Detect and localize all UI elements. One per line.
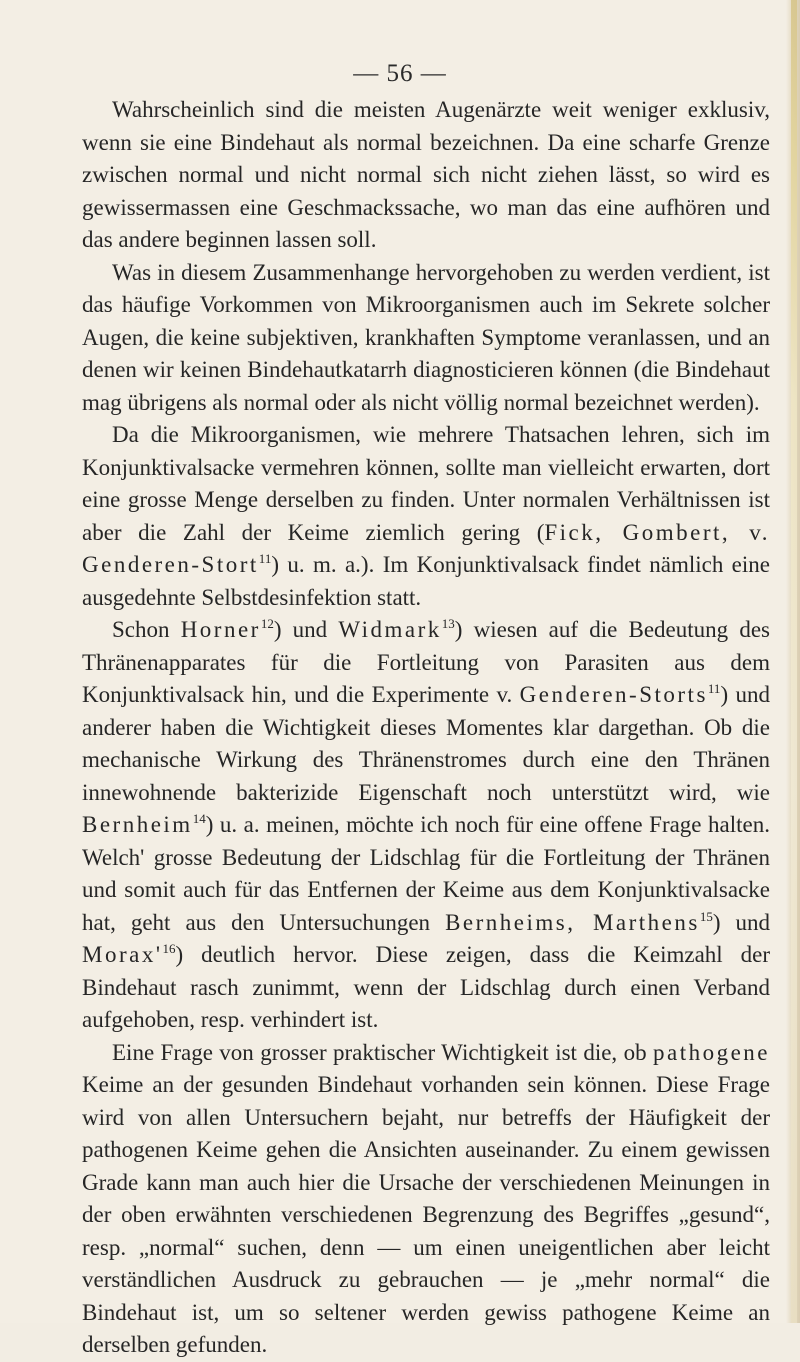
paragraph-2 (82, 257, 770, 420)
text-run: Eine Frage von grosser praktischer Wichtigkeit ist die, ob (112, 1039, 653, 1065)
author-name: Horner (180, 617, 261, 642)
paragraph-4 (82, 614, 770, 1037)
paragraph-1 (82, 94, 770, 257)
author-name: Widmark (338, 617, 442, 642)
footnote-ref: 13 (441, 616, 455, 631)
body-text (82, 94, 770, 1362)
footnote-ref: 11 (707, 681, 721, 696)
paragraph-3 (82, 419, 770, 614)
footnote-ref: 16 (162, 941, 176, 956)
text-run: ) deutlich hervor. Diese zeigen, dass die Keimzahl der Bindehaut rasch zunimmt, wenn der Lidschlag durch einen Verband aufgehoben, resp. verhindert ist. (82, 942, 770, 1032)
footnote-ref: 15 (699, 908, 713, 924)
page-edge-strip (791, 0, 797, 1323)
text-run: Keime an der gesunden Bindehaut vorhanden sein können. Diese Frage wird von allen Untersuchern bejaht, nur betreffs der Häufigkeit der pathogenen Keime gehen die Ansichten auseinander. Zu einem gewissen Grade kann man auch hier die Ursache der verschiedenen Meinungen in der oben erwähnten verschiedenen Begrenzung des Begriffes „gesund“, resp. „normal“ suchen, denn — um einen uneigentlichen aber leicht verständlichen Ausdruck zu gebrauchen — je „mehr normal“ die Bindehaut ist, um so seltener werden gewiss pathogene Keime an derselben gefunden. (82, 1072, 770, 1357)
footnote-ref: 11 (258, 551, 272, 566)
text-run: ) u. m. a.). Im Konjunktivalsack findet nämlich eine ausgedehnte Selbstdesinfektion statt. (82, 552, 770, 610)
author-name: Bernheim (82, 812, 193, 837)
text-run: Da die Mikroorganismen, wie mehrere Thatsachen lehren, sich im Konjunktivalsacke vermehren können, sollte man vielleicht erwarten, dort eine grosse Menge derselben zu finden. Unter normalen Verhältnissen ist aber die Zahl der Keime ziemlich gering ( (82, 422, 770, 545)
author-name: Morax' (82, 942, 163, 967)
text-run: Schon (112, 617, 181, 642)
text-run: Was in diesem Zusammenhange hervorgehoben zu werden verdient, ist das häufige Vorkommen von Mikroorganismen auch im Sekrete solcher Augen, die keine subjektiven, krankhaften Symptome veranlassen, und an denen wir keinen Bindehautkatarrh diagnosticieren können (die Bindehaut mag übrigens als normal oder als nicht völlig normal bezeichnet werden). (82, 259, 770, 415)
text-run: ) wiesen auf die Bedeutung des Thränenapparates für die Fortleitung von Parasiten aus dem Konjunktivalsack hin, und die Experimente v. (82, 617, 770, 707)
text-run: Wahrscheinlich sind die meisten Augenärzte weit weniger exklusiv, wenn sie eine Bindehaut als normal bezeichnen. Da eine scharfe Grenze zwischen normal und nicht normal sich nicht ziehen lässt, so wird es gewissermassen eine Geschmackssache, wo man das eine aufhören und das andere beginnen lassen soll. (82, 97, 770, 252)
author-name: pathogene (652, 1039, 770, 1065)
page-number: — 56 — (353, 60, 447, 87)
paragraph-5 (82, 1037, 770, 1362)
author-name: Bernheims, Marthens (445, 909, 700, 935)
author-name: Genderen-Storts (519, 682, 708, 707)
text-run: ) und anderer haben die Wichtigkeit dieses Momentes klar dargethan. Ob die mechanische Wirkung des Thränenstromes durch eine den Thränen innewohnende bakterizide Eigenschaft noch unterstützt wird, wie (82, 682, 770, 805)
footnote-ref: 12 (260, 616, 274, 631)
text-run: ) und (712, 909, 770, 935)
text-run: ) u. a. meinen, möchte ich noch für eine offene Frage halten. Welch' grosse Bedeutung der Lidschlag für die Fortleitung der Thränen und somit auch für das Entfernen der Keime aus dem Konjunktivalsacke hat, geht aus den Untersuchungen (82, 812, 770, 935)
author-name: Fick, Gombert, v. Genderen-Stort (82, 519, 770, 577)
footnote-ref: 14 (192, 811, 206, 826)
text-run: ) und (273, 617, 339, 642)
